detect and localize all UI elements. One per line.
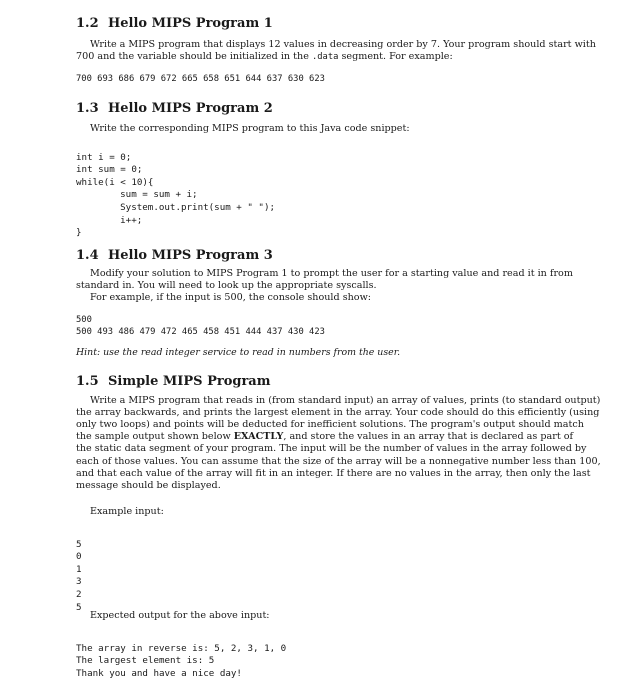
section-1-3-heading	[76, 101, 273, 116]
section-title: Hello MIPS Program 2	[108, 101, 273, 116]
expected-output-block	[76, 630, 286, 693]
section-1-5-line-8: message should be displayed.	[76, 480, 221, 491]
section-1-4-para-line-2: standard in. You will need to look up the appropriate syscalls.	[76, 280, 377, 291]
expected-output-label: Expected output for the above input:	[90, 610, 270, 621]
code-line: i++;	[98, 214, 143, 226]
section-number: 1.5	[76, 374, 99, 389]
hint-text: Hint: use the read integer service to read in numbers from the user.	[76, 347, 401, 358]
section-1-5-line-5: the static data segment of your program. The input will be the number of values in the array followed by	[76, 443, 587, 454]
section-number: 1.3	[76, 101, 99, 116]
output-line: The array in reverse is: 5, 2, 3, 1, 0	[76, 642, 287, 654]
output-line: The largest element is: 5	[76, 655, 215, 667]
section-1-4-para-line-3: For example, if the input is 500, the console should show:	[90, 292, 372, 303]
section-1-5-line-3: only two loops) and points will be deducted for inefficient solutions. The program's output should match	[76, 419, 584, 430]
section-1-2-example-output: 700 693 686 679 672 665 658 651 644 637 630 623	[76, 74, 325, 84]
code-line: while(i < 10){	[76, 176, 154, 188]
input-line: 0	[76, 551, 82, 563]
section-1-2-para-line-1: Write a MIPS program that displays 12 values in decreasing order by 7. Your program should start with	[90, 39, 596, 50]
section-1-5-line-7: and that each value of the array will fit in an integer. If there are no values in the array, then only the last	[76, 468, 591, 479]
section-1-5-line-1: Write a MIPS program that reads in (from standard input) an array of values, prints (to standard output)	[90, 395, 601, 406]
section-1-2-heading	[76, 16, 273, 31]
section-1-4-para-line-1: Modify your solution to MIPS Program 1 to prompt the user for a starting value and read it in from	[90, 268, 573, 279]
section-1-5-heading	[76, 374, 270, 389]
para-text: the sample output shown below	[76, 431, 231, 442]
input-line: 2	[76, 588, 82, 600]
section-number: 1.4	[76, 248, 99, 263]
para-text: , and store the values in an array that is declared as part of	[283, 431, 574, 442]
code-line: System.out.print(sum + " ");	[98, 201, 276, 213]
output-line: Thank you and have a nice day!	[76, 667, 242, 679]
section-1-5-line-6: each of those values. You can assume that the size of the array will be a nonnegative number less than 100,	[76, 456, 601, 467]
example-input-label: Example input:	[90, 506, 164, 517]
emphasis-exactly: EXACTLY	[233, 431, 284, 442]
section-number: 1.2	[76, 16, 99, 31]
para-text: 700 and the variable should be initialized in the	[76, 51, 309, 62]
input-line: 5	[76, 538, 82, 550]
console-line-1: 500	[76, 315, 92, 325]
section-title: Hello MIPS Program 1	[108, 16, 273, 31]
inline-code-data: .data	[311, 52, 339, 62]
input-line: 1	[76, 563, 82, 575]
java-code-block	[76, 139, 275, 252]
section-1-2-para-line-2	[76, 51, 453, 64]
example-input-block	[76, 526, 82, 627]
section-1-4-heading	[76, 248, 273, 263]
code-line: }	[76, 227, 82, 239]
input-line: 3	[76, 576, 82, 588]
section-title: Simple MIPS Program	[108, 374, 271, 389]
code-line: sum = sum + i;	[98, 189, 198, 201]
section-1-3-intro: Write the corresponding MIPS program to this Java code snippet:	[90, 123, 410, 134]
console-line-2: 500 493 486 479 472 465 458 451 444 437 430 423	[76, 327, 325, 337]
para-text: segment. For example:	[341, 51, 453, 62]
section-title: Hello MIPS Program 3	[108, 248, 273, 263]
section-1-5-line-2: the array backwards, and prints the largest element in the array. Your code should do this efficiently (using	[76, 407, 600, 418]
code-line: int i = 0;	[76, 151, 132, 163]
code-line: int sum = 0;	[76, 164, 143, 176]
section-1-5-line-4	[76, 431, 573, 444]
input-line: 5	[76, 601, 82, 613]
